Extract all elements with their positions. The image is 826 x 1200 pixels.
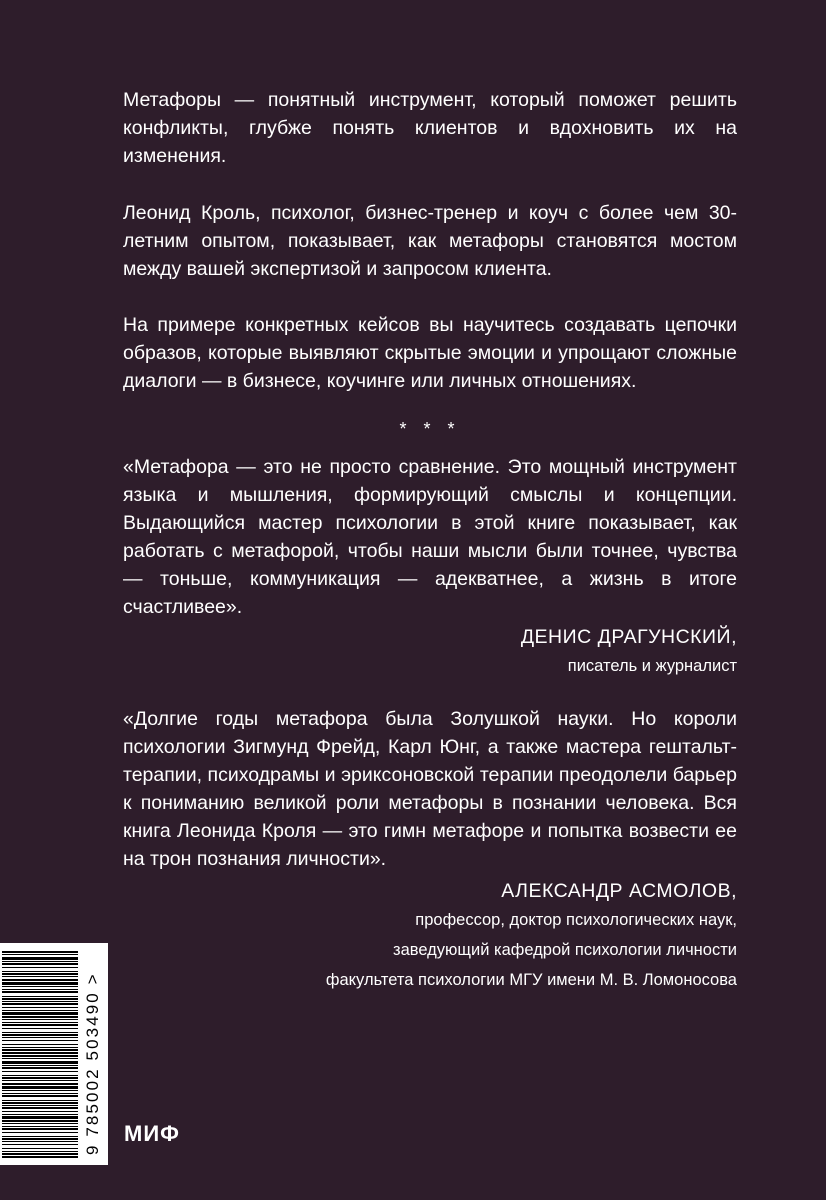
barcode-bar (2, 1058, 78, 1059)
barcode-bar (2, 1102, 78, 1104)
barcode-bar (2, 1019, 78, 1020)
barcode-bar (2, 989, 78, 990)
barcode-bar (2, 1148, 78, 1149)
barcode-bar (2, 1024, 78, 1026)
description-paragraph-3: На примере конкретных кейсов вы научитесь создавать цепочки образов, которые выявляют скрытые эмоции и упрощают сложные диалоги — в бизнесе, коучинге или личных отношениях. (123, 314, 737, 392)
barcode-bar (2, 1040, 78, 1041)
barcode-bar (2, 1034, 78, 1036)
barcode-bar (2, 1010, 78, 1011)
description-paragraph-1: Метафоры — понятный инструмент, который поможет решить конфликты, глубже понять клиентов и вдохновить их на изменения. (123, 89, 737, 167)
review-attribution-2 (326, 877, 737, 995)
barcode-bar (2, 982, 78, 985)
review-author-1: ДЕНИС ДРАГУНСКИЙ, (520, 626, 737, 648)
barcode-bar (2, 1016, 78, 1018)
barcode-bar (2, 986, 78, 987)
barcode-bar (2, 1144, 78, 1145)
barcode-bar (2, 1126, 78, 1127)
barcode-bar (2, 1132, 78, 1133)
barcode-bar (2, 998, 78, 1000)
barcode-bar (2, 1083, 78, 1085)
publisher-logo: МИФ (124, 1121, 180, 1146)
review-author-role: писатель и журналист (567, 657, 737, 675)
barcode-bar (2, 957, 78, 960)
barcode-bar (2, 1067, 78, 1069)
barcode-bar (2, 1086, 78, 1089)
barcode-bar (2, 1028, 78, 1029)
barcode-bar (2, 1105, 78, 1106)
barcode-bar (2, 1128, 78, 1130)
barcode-bar (2, 1032, 78, 1033)
review-author-role: факультета психологии МГУ имени М. В. Ломоносова (325, 971, 737, 989)
barcode-bar (2, 1093, 78, 1094)
barcode-bar (2, 963, 78, 965)
review-author-role: профессор, доктор психологических наук, (415, 911, 737, 929)
barcode-bar (2, 991, 78, 993)
barcode-bar (2, 979, 78, 981)
barcode-bar (2, 1022, 78, 1023)
barcode-bar (2, 1049, 78, 1051)
barcode-bar (2, 1116, 78, 1119)
barcode-bar (2, 951, 78, 953)
barcode-bar (2, 1077, 78, 1079)
barcode-bar (2, 967, 78, 968)
barcode-bar (2, 1080, 78, 1081)
barcode-bar (2, 1003, 78, 1005)
barcode-bar (2, 1120, 78, 1122)
barcode-bar (2, 1156, 78, 1158)
isbn-digits: 9 785002 503490 > (83, 972, 102, 1155)
isbn-barcode (0, 943, 108, 1165)
barcode-bar (2, 954, 78, 955)
barcode-bar (2, 1138, 78, 1140)
barcode-bar (2, 961, 78, 962)
barcode-bar (2, 1071, 78, 1072)
review-author-2: АЛЕКСАНДР АСМОЛОВ, (501, 880, 737, 902)
barcode-bar (2, 1114, 78, 1115)
barcode-bar (2, 1153, 78, 1155)
barcode-bar (2, 1100, 78, 1101)
barcode-bar (2, 1061, 78, 1064)
barcode-bar (2, 1123, 78, 1124)
barcode-bar (2, 1047, 78, 1048)
section-separator: * * * (399, 419, 461, 439)
barcode-bar (2, 1090, 78, 1091)
barcode-bar (2, 973, 78, 975)
barcode-bar (2, 1095, 78, 1097)
barcode-bar (2, 1007, 78, 1008)
barcode-bar (2, 1075, 78, 1076)
barcode-bar (2, 976, 78, 977)
barcode-bar (2, 996, 78, 997)
barcode-bar (2, 1037, 78, 1038)
barcode-bar (2, 1052, 78, 1054)
barcode-bar (2, 1012, 78, 1015)
review-quote-1: «Метафора — это не просто сравнение. Это мощный инструмент языка и мышления, формирующий смыслы и концепции. Выдающийся мастер психологии в этой книге показывает, как работать с метафорой, чтобы наши мысли были точнее, чувства — тоньше, коммуникация — адекватнее, а жизнь в итоге счастливее». (123, 456, 737, 618)
barcode-bar (2, 1107, 78, 1109)
barcode-bar (2, 1136, 78, 1137)
barcode-bar (2, 1001, 78, 1002)
barcode-bar (2, 1055, 78, 1057)
barcode-bar (2, 1141, 78, 1142)
barcode-bar (2, 1065, 78, 1066)
review-author-role: заведующий кафедрой психологии личности (393, 941, 737, 959)
barcode-bar (2, 1151, 78, 1152)
barcode-bar (2, 971, 78, 972)
barcode-bar (2, 1044, 78, 1045)
description-paragraph-2: Леонид Кроль, психолог, бизнес-тренер и коуч с более чем 30-летним опытом, показывает, как метафоры становятся мостом между вашей экспертизой и запросом клиента. (123, 202, 737, 280)
review-quote-2: «Долгие годы метафора была Золушкой науки. Но короли психологии Зигмунд Фрейд, Карл Юнг, а также мастера гештальт-терапии, психодрамы и эриксоновской терапии преодолели барьер к пониманию великой роли метафоры в познании человека. Вся книга Леонида Кроля — это гимн метафоре и попытка возвести ее на трон познания личности». (123, 708, 737, 870)
barcode-bar (2, 1111, 78, 1112)
review-attribution-1 (521, 623, 737, 681)
